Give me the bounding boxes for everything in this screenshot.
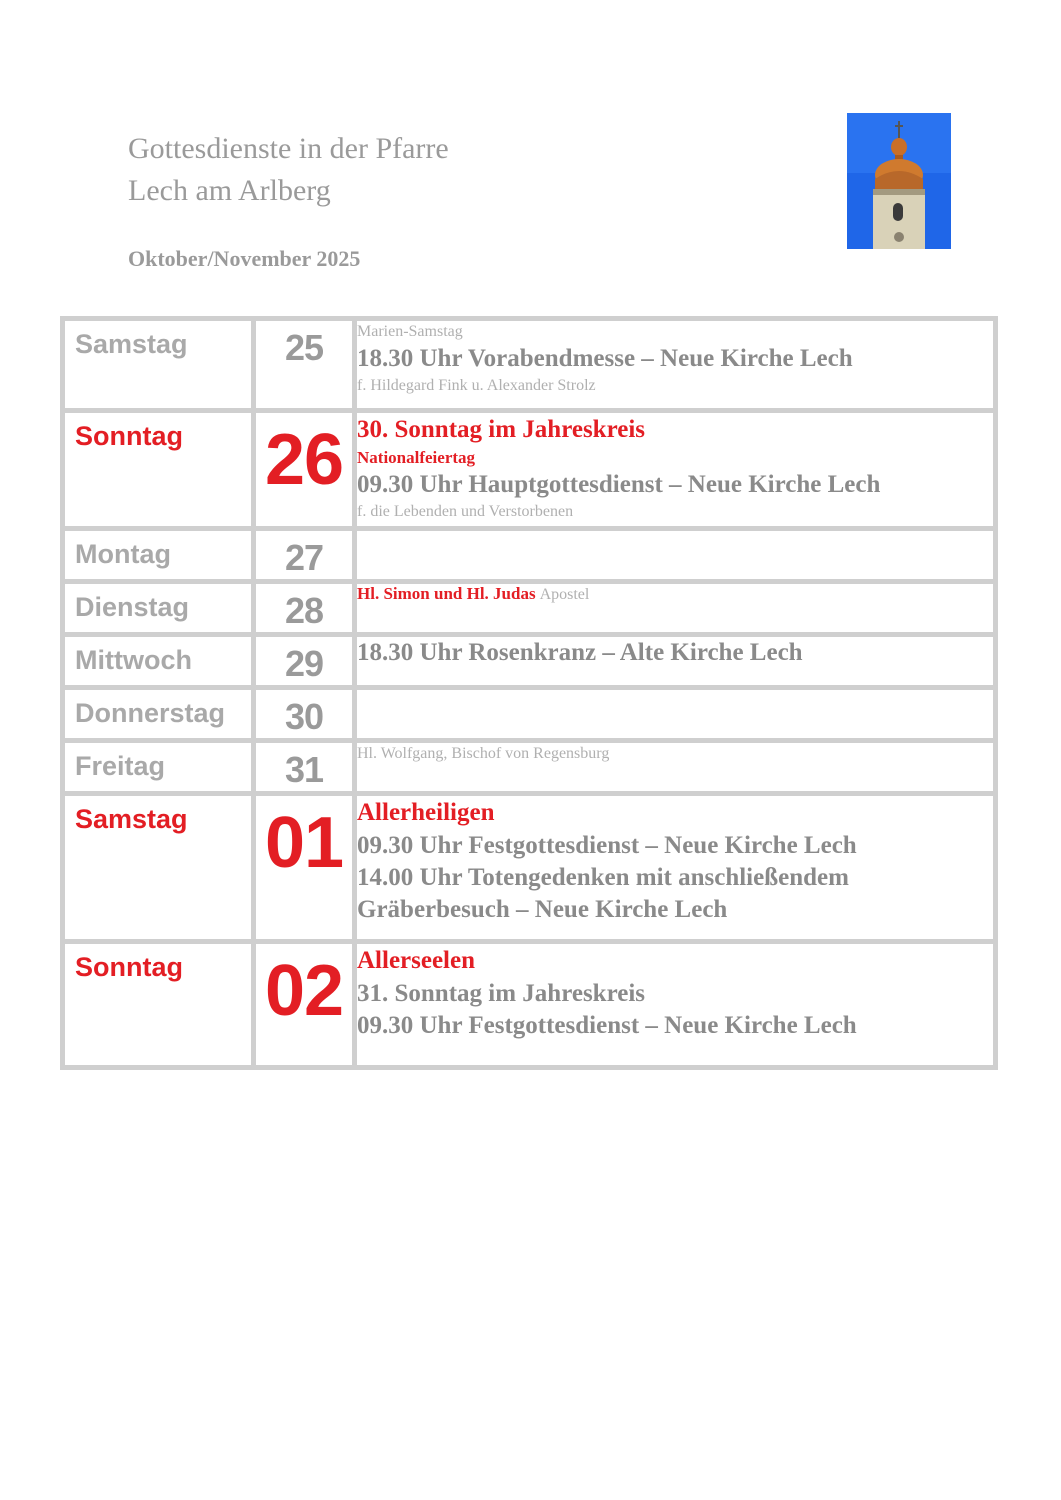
table-row <box>63 688 996 741</box>
entry-cell <box>355 529 996 582</box>
date-number: 27 <box>284 537 324 578</box>
entry-cell <box>355 411 996 529</box>
feast-subtitle: Nationalfeiertag <box>357 448 476 467</box>
day-label: Freitag <box>75 751 166 781</box>
entry-note: Hl. Wolfgang, Bischof von Regensburg <box>357 745 610 762</box>
feast-title: Allerseelen <box>357 947 476 974</box>
entry-cell <box>355 319 996 411</box>
entry-cell <box>355 582 996 635</box>
table-row <box>63 319 996 411</box>
church-tower-image <box>847 113 951 249</box>
table-row <box>63 411 996 529</box>
date-number: 01 <box>264 803 344 883</box>
title-line-1: Gottesdienste in der Pfarre <box>128 132 449 165</box>
date-number: 25 <box>284 327 324 368</box>
service-line: 18.30 Uhr Rosenkranz – Alte Kirche Lech <box>357 639 803 666</box>
entry-cell <box>355 688 996 741</box>
date-number: 02 <box>264 951 344 1031</box>
title-line-2: Lech am Arlberg <box>128 174 331 207</box>
day-label: Samstag <box>75 804 188 834</box>
table-row <box>63 794 996 942</box>
entry-cell <box>355 942 996 1068</box>
entry-note: Marien-Samstag <box>357 323 463 340</box>
page-title <box>128 128 449 212</box>
table-row <box>63 741 996 794</box>
service-line: 09.30 Uhr Hauptgottesdienst – Neue Kirche Lech <box>357 471 881 498</box>
day-label: Mittwoch <box>75 645 192 675</box>
day-label: Montag <box>75 539 171 569</box>
table-row <box>63 635 996 688</box>
table-row <box>63 942 996 1068</box>
date-number: 26 <box>264 420 344 500</box>
entry-cell <box>355 741 996 794</box>
date-number: 28 <box>284 590 324 631</box>
day-label: Dienstag <box>75 592 190 622</box>
day-label: Sonntag <box>75 421 183 451</box>
entry-cell <box>355 635 996 688</box>
entry-cell <box>355 794 996 942</box>
day-label: Donnerstag <box>75 698 226 728</box>
feast-inline: Hl. Simon und Hl. Judas <box>357 584 536 603</box>
day-label: Samstag <box>75 329 188 359</box>
service-line: 09.30 Uhr Festgottesdienst – Neue Kirche Lech <box>357 1012 857 1039</box>
entry-note: f. die Lebenden und Verstorbenen <box>357 503 574 520</box>
schedule-table <box>60 316 998 1070</box>
service-line: 31. Sonntag im Jahreskreis <box>357 980 646 1007</box>
table-row <box>63 582 996 635</box>
date-number: 29 <box>284 643 324 684</box>
feast-title: 30. Sonntag im Jahreskreis <box>357 416 646 443</box>
service-line: 18.30 Uhr Vorabendmesse – Neue Kirche Lech <box>357 345 853 372</box>
entry-note: f. Hildegard Fink u. Alexander Strolz <box>357 377 596 394</box>
day-label: Sonntag <box>75 952 183 982</box>
date-number: 31 <box>284 749 324 790</box>
feast-note: Apostel <box>539 586 590 603</box>
feast-title: Allerheiligen <box>357 799 495 826</box>
service-line: 09.30 Uhr Festgottesdienst – Neue Kirche Lech <box>357 832 857 859</box>
date-number: 30 <box>284 696 324 737</box>
table-row <box>63 529 996 582</box>
page-subtitle: Oktober/November 2025 <box>128 246 361 271</box>
service-line: 14.00 Uhr Totengedenken mit anschließendem Gräberbesuch – Neue Kirche Lech <box>357 864 849 923</box>
